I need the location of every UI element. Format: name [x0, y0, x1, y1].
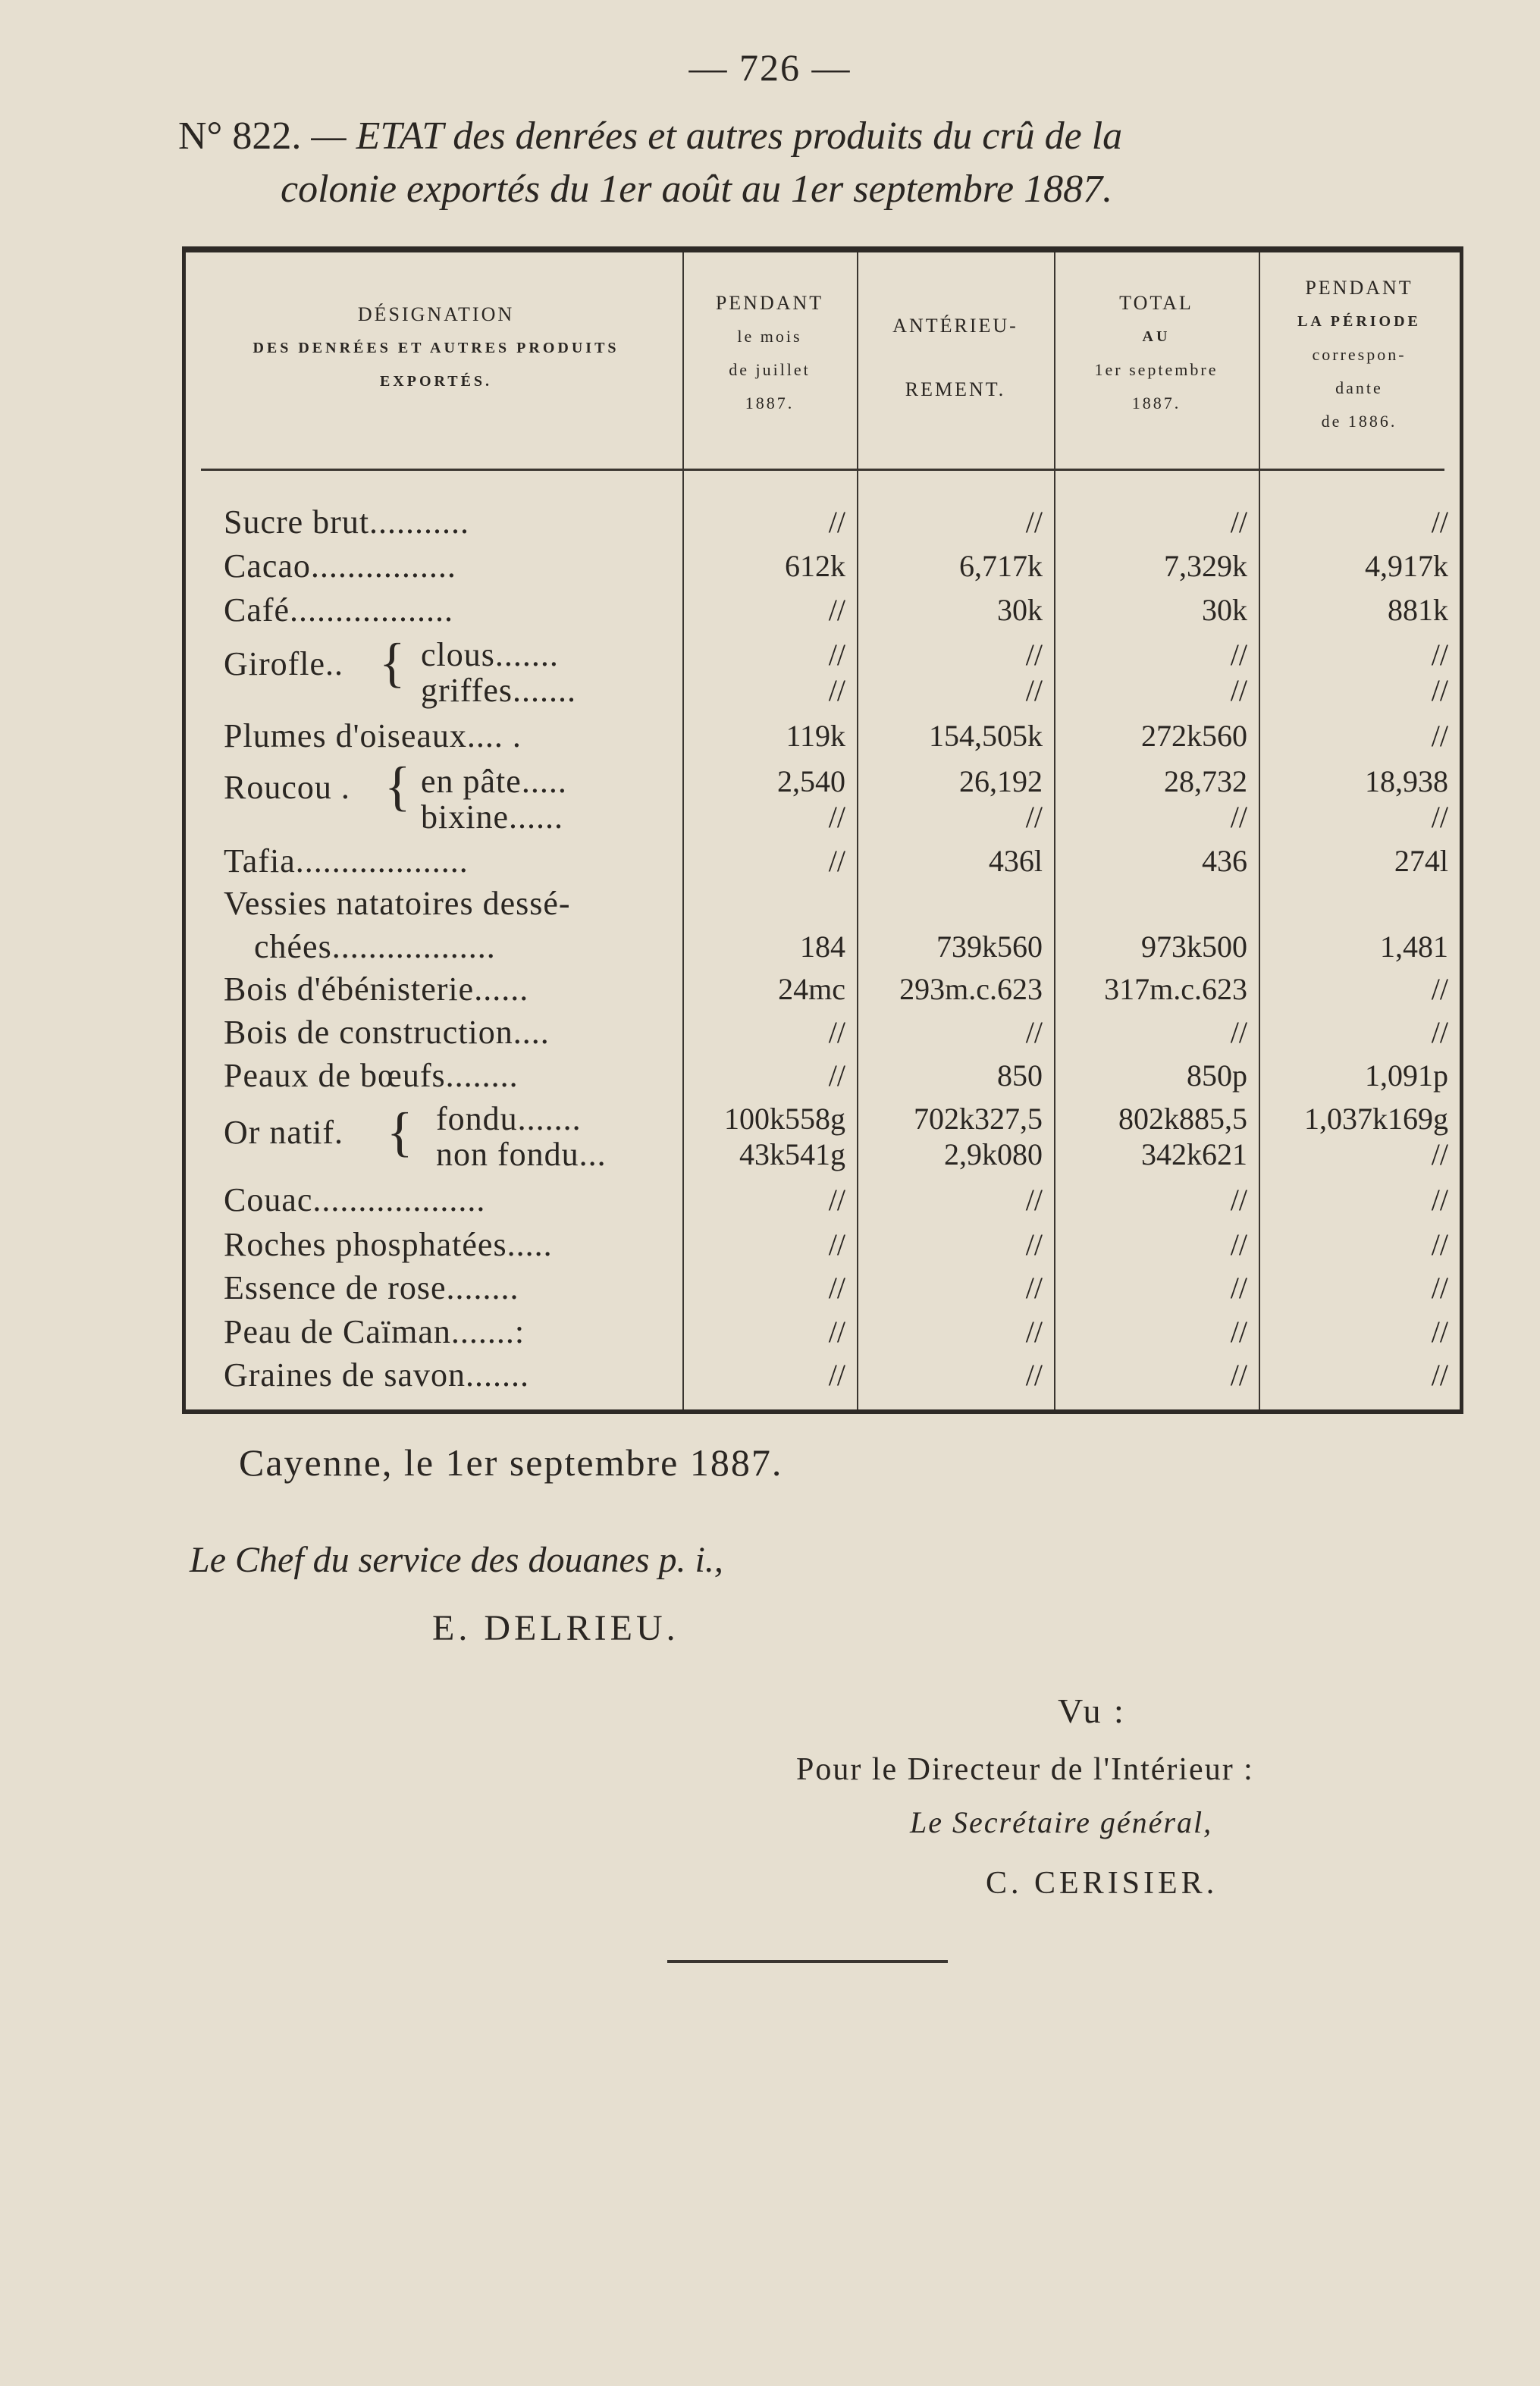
header-text: LA PÉRIODE [1297, 313, 1421, 330]
table-cell-c3: 973k500 [1141, 930, 1247, 964]
table-cell-c2: 30k [997, 593, 1043, 627]
row-label: chées.................. [254, 928, 496, 965]
table-cell-c3: // [1230, 505, 1247, 539]
table-cell-c1: // [828, 1315, 845, 1349]
header-text: 1887. [1131, 393, 1181, 412]
table-cell-c2: // [1025, 1315, 1043, 1349]
table-cell-c3: 802k885,5 [1118, 1102, 1247, 1136]
table-cell-c2: // [1025, 1015, 1043, 1049]
table-cell-c1: // [828, 1358, 845, 1392]
document-number: N° 822. [178, 114, 302, 158]
table-cell-c2: 850 [997, 1058, 1043, 1093]
header-text: de 1886. [1321, 412, 1397, 431]
table-cell-c4: // [1431, 719, 1448, 753]
export-table [182, 246, 1463, 1414]
table-cell-c1: // [828, 1058, 845, 1093]
table-cell-c1: 100k558g [724, 1102, 845, 1136]
row-label: Peaux de bœufs........ [224, 1057, 519, 1094]
table-cell-c3: // [1230, 638, 1247, 672]
row-label: fondu....... [436, 1100, 582, 1137]
header-text: de juillet [729, 360, 811, 379]
brace-glyph: { [379, 632, 406, 693]
row-label: Tafia................... [224, 842, 469, 879]
table-cell-c3: 7,329k [1164, 549, 1247, 583]
row-label: Graines de savon....... [224, 1356, 530, 1394]
header-text: le mois [737, 327, 802, 346]
header-text: EXPORTÉS. [379, 373, 493, 390]
vu-label: Vu : [1058, 1692, 1126, 1730]
table-cell-c2: 2,9k080 [944, 1137, 1043, 1171]
table-cell-c1: // [828, 593, 845, 627]
table-cell-c2: // [1025, 1227, 1043, 1262]
secretaire-name: C. CERISIER. [986, 1866, 1219, 1901]
row-label: Bois de construction.... [224, 1014, 550, 1051]
table-cell-c1: 612k [785, 549, 845, 583]
table-cell-c1: // [828, 1015, 845, 1049]
secretaire-title: Le Secrétaire général, [910, 1805, 1213, 1839]
chef-title: Le Chef du service des douanes p. i., [190, 1540, 723, 1580]
row-label: Vessies natatoires dessé- [224, 885, 571, 922]
row-label: Essence de rose........ [224, 1269, 519, 1306]
table-cell-c3: // [1230, 1271, 1247, 1305]
table-cell-c3: // [1230, 1358, 1247, 1392]
table-cell-c4: // [1431, 972, 1448, 1006]
table-cell-c2: // [1025, 1358, 1043, 1392]
row-label: en pâte..... [421, 763, 567, 800]
table-cell-c1: // [828, 638, 845, 672]
table-cell-c4: // [1431, 1358, 1448, 1392]
table-cell-c2: // [1025, 1183, 1043, 1217]
header-total [1058, 287, 1255, 420]
table-cell-c2: // [1025, 800, 1043, 834]
table-cell-c1: 43k541g [739, 1137, 845, 1171]
table-cell-c2: 739k560 [936, 930, 1043, 964]
table-cell-c4: // [1431, 638, 1448, 672]
header-rule [201, 469, 1444, 471]
table-cell-c3: 342k621 [1141, 1137, 1247, 1171]
table-cell-c4: // [1431, 1137, 1448, 1171]
table-cell-c4: 1,481 [1380, 930, 1448, 964]
row-label: Cacao................ [224, 547, 456, 585]
table-cell-c3: // [1230, 673, 1247, 707]
brace-glyph: { [387, 1102, 413, 1162]
table-cell-c3: // [1230, 1315, 1247, 1349]
row-label: clous....... [421, 636, 559, 673]
table-cell-c3: 436 [1202, 844, 1247, 878]
table-cell-c2: // [1025, 638, 1043, 672]
table-cell-c4: // [1431, 1227, 1448, 1262]
table-cell-c1: 119k [786, 719, 845, 753]
table-cell-c3: 317m.c.623 [1104, 972, 1247, 1006]
table-cell-c3: 850p [1187, 1058, 1247, 1093]
place-date: Cayenne, le 1er septembre 1887. [239, 1441, 783, 1484]
table-cell-c3: 272k560 [1141, 719, 1247, 753]
table-cell-c1: // [828, 1271, 845, 1305]
table-cell-c2: // [1025, 1271, 1043, 1305]
header-text: PENDANT [715, 292, 824, 314]
pour-directeur: Pour le Directeur de l'Intérieur : [796, 1752, 1254, 1787]
table-cell-c3: 28,732 [1164, 764, 1247, 798]
table-cell-c2: 702k327,5 [914, 1102, 1043, 1136]
row-label: Peau de Caïman.......: [224, 1313, 525, 1350]
header-juillet [686, 287, 853, 420]
table-cell-c1: // [828, 505, 845, 539]
table-cell-c2: // [1025, 673, 1043, 707]
column-divider [857, 252, 858, 1409]
row-label: non fondu... [436, 1136, 607, 1173]
table-cell-c2: 26,192 [959, 764, 1043, 798]
column-divider [682, 252, 684, 1409]
signer-name: E. DELRIEU. [432, 1608, 679, 1648]
table-cell-c2: 436l [988, 844, 1043, 878]
table-cell-c4: 18,938 [1365, 764, 1448, 798]
table-cell-c4: // [1431, 800, 1448, 834]
group-label-roucou: Roucou . [224, 769, 350, 806]
group-label-girofle: Girofle.. [224, 645, 344, 682]
header-text: DES DENRÉES ET AUTRES PRODUITS [252, 340, 619, 356]
row-label: Café.................. [224, 591, 454, 629]
table-cell-c2: 154,505k [929, 719, 1043, 753]
table-cell-c4: 1,037k169g [1304, 1102, 1448, 1136]
table-cell-c4: // [1431, 1015, 1448, 1049]
table-cell-c3: // [1230, 1183, 1247, 1217]
header-periode-1886 [1262, 271, 1456, 438]
table-cell-c4: // [1431, 1271, 1448, 1305]
brace-glyph: { [384, 756, 411, 817]
table-cell-c2: // [1025, 505, 1043, 539]
table-cell-c2: 293m.c.623 [899, 972, 1043, 1006]
document-title-line-2: colonie exportés du 1er août au 1er septembre 1887. [281, 168, 1113, 211]
header-text: PENDANT [1305, 277, 1413, 299]
table-cell-c3: // [1230, 1015, 1247, 1049]
table-cell-c4: 274l [1394, 844, 1448, 878]
table-cell-c4: // [1431, 1183, 1448, 1217]
header-anterieurement [861, 309, 1050, 406]
table-cell-c4: 4,917k [1365, 549, 1448, 583]
header-text: 1887. [745, 393, 795, 412]
table-cell-c1: 184 [800, 930, 845, 964]
table-cell-c1: 2,540 [777, 764, 845, 798]
table-cell-c2: 6,717k [959, 549, 1043, 583]
table-cell-c4: // [1431, 673, 1448, 707]
row-label: Bois d'ébénisterie...... [224, 970, 529, 1008]
row-label: Roches phosphatées..... [224, 1226, 553, 1263]
table-cell-c1: // [828, 800, 845, 834]
table-cell-c4: 1,091p [1365, 1058, 1448, 1093]
table-cell-c3: // [1230, 800, 1247, 834]
row-label: bixine...... [421, 798, 563, 836]
row-label: Sucre brut........... [224, 503, 470, 541]
table-cell-c4: // [1431, 1315, 1448, 1349]
header-text: AU [1142, 328, 1171, 345]
table-cell-c4: 881k [1388, 593, 1448, 627]
column-divider [1054, 252, 1055, 1409]
header-text: REMENT. [905, 378, 1006, 400]
table-cell-c1: // [828, 844, 845, 878]
document-title-line-1 [178, 114, 1122, 158]
table-cell-c3: // [1230, 1227, 1247, 1262]
header-text: dante [1335, 378, 1383, 397]
table-cell-c3: 30k [1202, 593, 1247, 627]
document-title-text: — ETAT des denrées et autres produits du crû de la [311, 114, 1123, 158]
table-cell-c1: 24mc [778, 972, 845, 1006]
header-designation [201, 298, 671, 398]
row-label: Couac................... [224, 1181, 486, 1218]
header-text: DÉSIGNATION [357, 303, 515, 325]
header-text: ANTÉRIEU- [892, 315, 1018, 337]
header-text: TOTAL [1119, 292, 1193, 314]
group-label-or-natif: Or natif. [224, 1114, 344, 1151]
table-cell-c1: // [828, 1183, 845, 1217]
table-cell-c1: // [828, 673, 845, 707]
header-text: 1er septembre [1094, 360, 1219, 379]
table-cell-c4: // [1431, 505, 1448, 539]
row-label: Plumes d'oiseaux.... . [224, 717, 522, 754]
bottom-rule [667, 1960, 948, 1963]
table-cell-c1: // [828, 1227, 845, 1262]
header-text: correspon- [1312, 345, 1407, 364]
column-divider [1259, 252, 1260, 1409]
row-label: griffes....... [421, 672, 577, 709]
page-number: — 726 — [688, 46, 852, 89]
